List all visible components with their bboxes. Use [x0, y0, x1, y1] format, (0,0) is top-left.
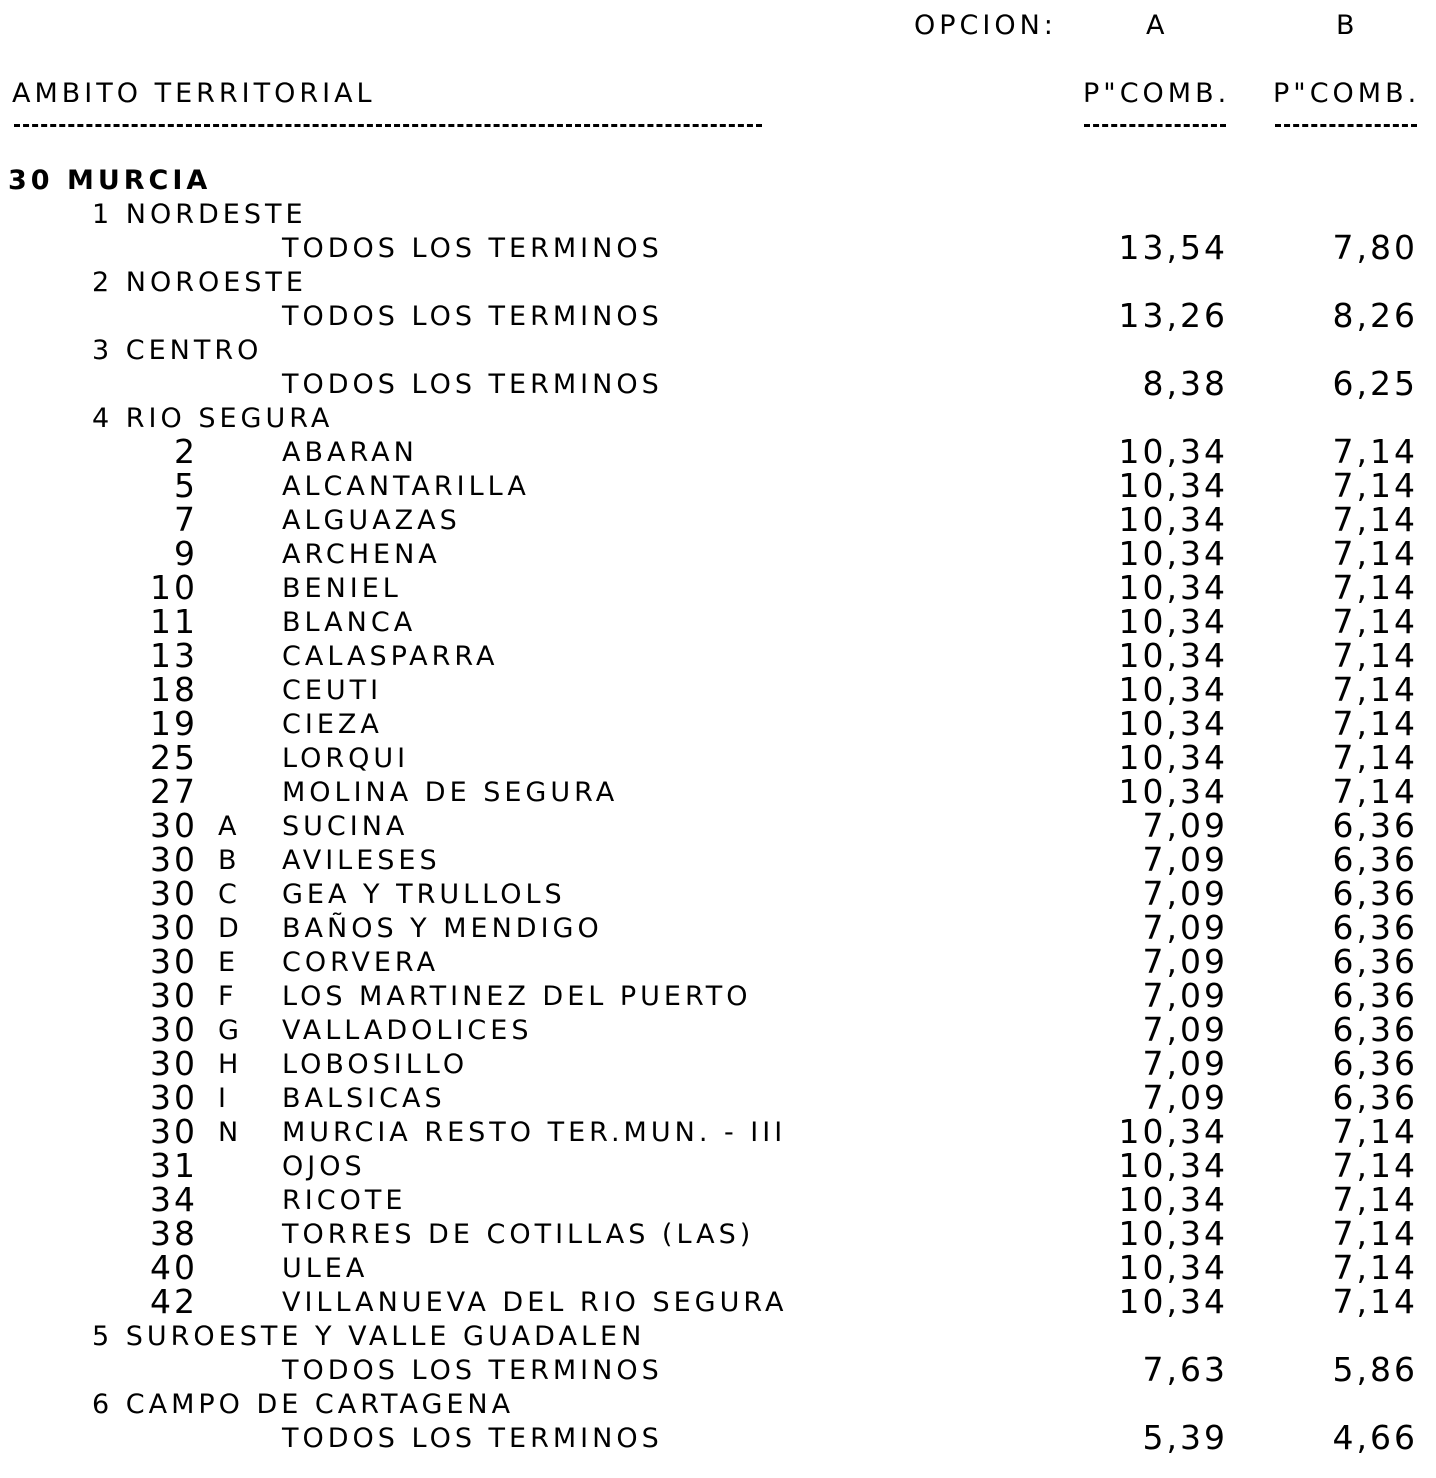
value-option-a: 7,09 — [1142, 1044, 1228, 1083]
province-heading: 30 MURCIA — [8, 165, 212, 196]
value-option-b: 6,36 — [1332, 908, 1418, 947]
municipality-code: 25 — [150, 738, 198, 777]
municipality-name: LOBOSILLO — [282, 1049, 469, 1080]
value-option-b: 7,14 — [1332, 1180, 1418, 1219]
municipality-name: BAÑOS Y MENDIGO — [282, 913, 603, 944]
value-option-b: 7,14 — [1332, 1248, 1418, 1287]
value-option-b: 6,36 — [1332, 1044, 1418, 1083]
municipality-name: AVILESES — [282, 845, 441, 876]
municipality-name: CORVERA — [282, 947, 440, 978]
municipality-subcode: G — [218, 1015, 243, 1046]
municipality-subcode: N — [218, 1117, 243, 1148]
municipality-name: ALCANTARILLA — [282, 471, 530, 502]
municipality-subcode: B — [218, 845, 241, 876]
municipality-code: 42 — [150, 1282, 198, 1321]
value-option-a: 8,38 — [1142, 364, 1228, 403]
value-option-b: 7,14 — [1332, 602, 1418, 641]
municipality-code: 38 — [150, 1214, 198, 1253]
municipality-code: 19 — [150, 704, 198, 743]
value-option-a: 7,09 — [1142, 874, 1228, 913]
municipality-code: 30 — [150, 1078, 198, 1117]
value-option-a: 10,34 — [1118, 500, 1228, 539]
municipality-name: BALSICAS — [282, 1083, 446, 1114]
municipality-name: RICOTE — [282, 1185, 407, 1216]
value-option-a: 10,34 — [1118, 534, 1228, 573]
value-option-a: 7,09 — [1142, 976, 1228, 1015]
all-terms-label: TODOS LOS TERMINOS — [282, 1423, 663, 1454]
value-option-a: 7,09 — [1142, 908, 1228, 947]
municipality-name: CALASPARRA — [282, 641, 499, 672]
value-option-a: 7,09 — [1142, 942, 1228, 981]
municipality-code: 2 — [174, 432, 198, 471]
municipality-name: ULEA — [282, 1253, 369, 1284]
value-option-a: 10,34 — [1118, 432, 1228, 471]
municipality-code: 18 — [150, 670, 198, 709]
column-b-underline — [1275, 124, 1417, 127]
value-option-b: 7,14 — [1332, 738, 1418, 777]
value-option-b: 7,14 — [1332, 670, 1418, 709]
municipality-code: 30 — [150, 942, 198, 981]
municipality-subcode: D — [218, 913, 243, 944]
municipality-subcode: A — [218, 811, 241, 842]
municipality-name: ALGUAZAS — [282, 505, 461, 536]
value-option-b: 7,14 — [1332, 704, 1418, 743]
value-option-b: 7,14 — [1332, 432, 1418, 471]
value-option-b: 6,36 — [1332, 840, 1418, 879]
municipality-code: 30 — [150, 908, 198, 947]
municipality-name: GEA Y TRULLOLS — [282, 879, 566, 910]
value-option-a: 10,34 — [1118, 1214, 1228, 1253]
value-option-a: 10,34 — [1118, 568, 1228, 607]
value-option-b: 7,14 — [1332, 1146, 1418, 1185]
municipality-code: 27 — [150, 772, 198, 811]
region-heading: 5 SUROESTE Y VALLE GUADALEN — [92, 1321, 646, 1352]
value-option-a: 7,09 — [1142, 840, 1228, 879]
value-option-a: 10,34 — [1118, 738, 1228, 777]
value-option-a: 10,34 — [1118, 704, 1228, 743]
value-option-b: 4,66 — [1332, 1418, 1418, 1457]
opcion-label: OPCION: — [914, 10, 1057, 41]
value-option-b: 7,14 — [1332, 1214, 1418, 1253]
municipality-name: ABARAN — [282, 437, 418, 468]
value-option-b: 6,36 — [1332, 806, 1418, 845]
region-heading: 2 NOROESTE — [92, 267, 307, 298]
region-heading: 6 CAMPO DE CARTAGENA — [92, 1389, 515, 1420]
region-heading: 3 CENTRO — [92, 335, 263, 366]
municipality-code: 10 — [150, 568, 198, 607]
municipality-name: VILLANUEVA DEL RIO SEGURA — [282, 1287, 788, 1318]
value-option-b: 7,80 — [1332, 228, 1418, 267]
column-b-heading: B — [1336, 10, 1359, 41]
value-option-a: 10,34 — [1118, 670, 1228, 709]
value-option-a: 10,34 — [1118, 1282, 1228, 1321]
municipality-code: 34 — [150, 1180, 198, 1219]
municipality-name: LOS MARTINEZ DEL PUERTO — [282, 981, 752, 1012]
municipality-code: 7 — [174, 500, 198, 539]
municipality-name: MOLINA DE SEGURA — [282, 777, 619, 808]
value-option-a: 10,34 — [1118, 636, 1228, 675]
municipality-code: 11 — [150, 602, 198, 641]
municipality-code: 13 — [150, 636, 198, 675]
all-terms-label: TODOS LOS TERMINOS — [282, 1355, 663, 1386]
ambito-territorial-heading: AMBITO TERRITORIAL — [12, 78, 376, 109]
municipality-name: ARCHENA — [282, 539, 441, 570]
value-option-a: 10,34 — [1118, 1180, 1228, 1219]
municipality-subcode: E — [218, 947, 240, 978]
municipality-name: CEUTI — [282, 675, 383, 706]
value-option-a: 7,63 — [1142, 1350, 1228, 1389]
value-option-b: 6,36 — [1332, 1078, 1418, 1117]
value-option-b: 6,36 — [1332, 976, 1418, 1015]
region-heading: 1 NORDESTE — [92, 199, 307, 230]
municipality-subcode: I — [218, 1083, 230, 1114]
value-option-b: 6,36 — [1332, 942, 1418, 981]
municipality-code: 5 — [174, 466, 198, 505]
municipality-code: 30 — [150, 1010, 198, 1049]
municipality-code: 30 — [150, 1112, 198, 1151]
value-option-a: 13,26 — [1118, 296, 1228, 335]
all-terms-label: TODOS LOS TERMINOS — [282, 301, 663, 332]
municipality-code: 30 — [150, 840, 198, 879]
municipality-code: 9 — [174, 534, 198, 573]
value-option-b: 7,14 — [1332, 1112, 1418, 1151]
all-terms-label: TODOS LOS TERMINOS — [282, 369, 663, 400]
municipality-code: 30 — [150, 976, 198, 1015]
value-option-a: 7,09 — [1142, 1078, 1228, 1117]
value-option-a: 10,34 — [1118, 1248, 1228, 1287]
value-option-a: 5,39 — [1142, 1418, 1228, 1457]
municipality-name: MURCIA RESTO TER.MUN. - III — [282, 1117, 787, 1148]
value-option-a: 7,09 — [1142, 1010, 1228, 1049]
value-option-b: 7,14 — [1332, 772, 1418, 811]
column-a-heading: A — [1146, 10, 1169, 41]
municipality-name: BLANCA — [282, 607, 417, 638]
region-heading: 4 RIO SEGURA — [92, 403, 334, 434]
value-option-a: 13,54 — [1118, 228, 1228, 267]
value-option-a: 10,34 — [1118, 602, 1228, 641]
municipality-name: OJOS — [282, 1151, 366, 1182]
municipality-name: TORRES DE COTILLAS (LAS) — [282, 1219, 755, 1250]
value-option-b: 6,36 — [1332, 1010, 1418, 1049]
municipality-name: SUCINA — [282, 811, 409, 842]
municipality-name: BENIEL — [282, 573, 402, 604]
value-option-b: 7,14 — [1332, 500, 1418, 539]
all-terms-label: TODOS LOS TERMINOS — [282, 233, 663, 264]
value-option-a: 10,34 — [1118, 772, 1228, 811]
municipality-code: 40 — [150, 1248, 198, 1287]
municipality-subcode: H — [218, 1049, 243, 1080]
value-option-b: 7,14 — [1332, 534, 1418, 573]
value-option-b: 6,25 — [1332, 364, 1418, 403]
value-option-b: 7,14 — [1332, 636, 1418, 675]
value-option-a: 10,34 — [1118, 466, 1228, 505]
municipality-name: CIEZA — [282, 709, 383, 740]
column-a-underline — [1084, 124, 1226, 127]
municipality-subcode: C — [218, 879, 241, 910]
value-option-b: 7,14 — [1332, 466, 1418, 505]
ambito-underline — [14, 124, 762, 127]
value-option-a: 7,09 — [1142, 806, 1228, 845]
value-option-b: 7,14 — [1332, 1282, 1418, 1321]
value-option-b: 5,86 — [1332, 1350, 1418, 1389]
municipality-code: 30 — [150, 806, 198, 845]
value-option-a: 10,34 — [1118, 1146, 1228, 1185]
column-b-subheading: P"COMB. — [1273, 78, 1421, 109]
value-option-b: 8,26 — [1332, 296, 1418, 335]
municipality-code: 31 — [150, 1146, 198, 1185]
municipality-code: 30 — [150, 874, 198, 913]
value-option-a: 10,34 — [1118, 1112, 1228, 1151]
municipality-name: LORQUI — [282, 743, 410, 774]
value-option-b: 7,14 — [1332, 568, 1418, 607]
municipality-name: VALLADOLICES — [282, 1015, 533, 1046]
municipality-code: 30 — [150, 1044, 198, 1083]
municipality-subcode: F — [218, 981, 238, 1012]
column-a-subheading: P"COMB. — [1083, 78, 1231, 109]
value-option-b: 6,36 — [1332, 874, 1418, 913]
